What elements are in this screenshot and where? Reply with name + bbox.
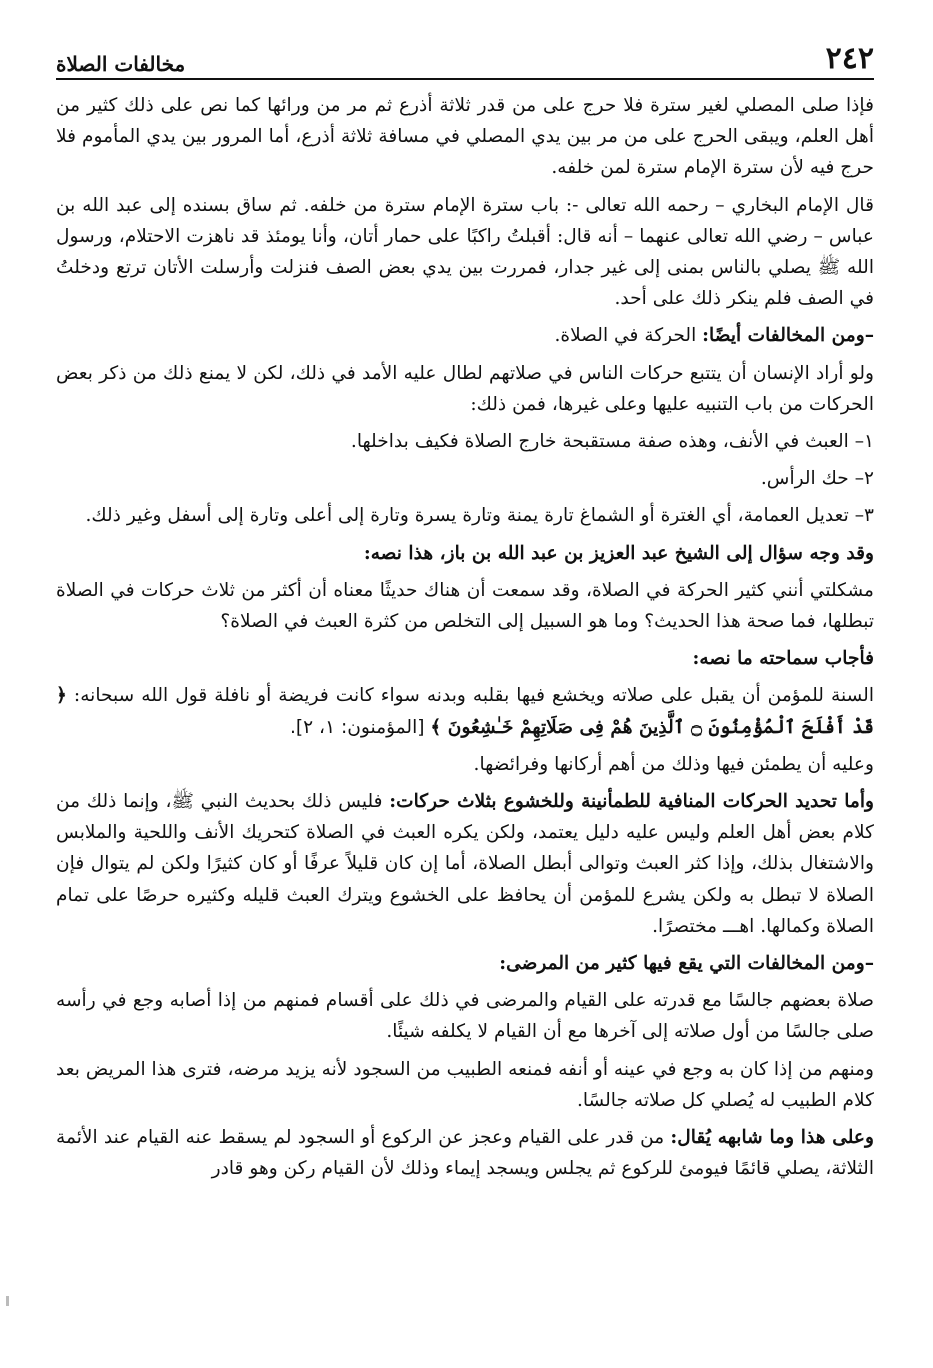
section-heading: وعلى هذا وما شابهه يُقال: [670,1127,874,1149]
section-heading: وقد وجه سؤال إلى الشيخ عبد العزيز بن عبد الله بن باز، هذا نصه: [363,542,874,564]
page-header [56,30,874,80]
paragraph-sitting-prayer [56,985,874,1047]
paragraph-ruling [56,1122,874,1184]
paragraph-text: فليس ذلك بحديث النبي ﷺ، وإنما ذلك من كلام بعض أهل العلم وليس عليه دليل يعتمد، ولكن يكره العبث في الصلاة كتحريك الأنف واللحية والملابس والاشتغال بذلك، وإذا كثر العبث وتوالى أبطل الصلاة، أما إن كان قليلاً عرفًا أو كان كثيرًا ولكن لم يتوال فإن الصلاة لا تبطل به ولكن يشرع للمؤمن أن يحافظ على الخشوع ويترك العبث قليله وكثيره حرصًا على تمام الصلاة وكمالها. اهـــ مختصرًا. [56,791,874,937]
paragraph-text: ولو أراد الإنسان أن يتتبع حركات الناس في صلاتهم لطال عليه الأمد في ذلك، لكن لا يمنع ذلك من ذكر بعض الحركات من باب التنبيه عليها وعلى غيرها، فمن ذلك: [56,362,874,415]
paragraph-text: مشكلتي أنني كثير الحركة في الصلاة، وقد سمعت أن هناك حديثًا معناه أن أكثر من ثلاث حركات في الصلاة تبطلها، فما صحة هذا الحديث؟ وما هو السبيل إلى التخلص من كثرة العبث في الصلاة؟ [56,579,874,633]
paragraph-tracking-movements [56,358,874,420]
paragraph-passing-behind-sutra [56,90,874,184]
list-item-text: ٢– حك الرأس. [760,468,874,490]
paragraph-text: السنة للمؤمن أن يقبل على صلاته ويخشع فيها بقلبه وبدنه سواء كانت فريضة أو نافلة قول الله سبحانه: [66,685,874,707]
section-movement-in-prayer [56,320,874,351]
paragraph-tranquility [56,749,874,780]
section-heading: –ومن المخالفات أيضًا: [702,325,874,347]
section-sick-people [56,948,874,979]
paragraph-text: ومنهم من إذا كان به وجع في عينه أو أنفه فمنعه الطبيب من السجود لأنه يزيد مرضه، فترى هذا المريض بعد كلام الطبيب له يُصلي كل صلاته جالسًا. [56,1058,874,1111]
book-page [56,30,874,1350]
margin-mark [6,1296,9,1306]
question-heading [56,538,874,569]
paragraph-three-movements [56,786,874,942]
paragraph-text: الحركة في الصلاة. [554,325,703,347]
answer-heading [56,643,874,674]
running-title: مخالفات الصلاة [56,52,186,76]
list-item-nose [56,426,874,457]
paragraph-text: وعليه أن يطمئن فيها وذلك من أهم أركانها وفرائضها. [473,753,874,775]
page-body [56,90,874,1185]
answer-quran-paragraph [56,680,874,742]
quran-reference: [المؤمنون: ١، ٢]. [289,716,431,738]
paragraph-eye-pain [56,1054,874,1116]
section-heading: –ومن المخالفات التي يقع فيها كثير من المرضى: [499,953,874,975]
list-item-head [56,463,874,494]
paragraph-bukhari-hadith [56,190,874,315]
question-text [56,575,874,637]
paragraph-text: صلاة بعضهم جالسًا مع قدرته على القيام والمرضى في ذلك على أقسام فمنهم من إذا أصابه وجع في رأسه صلى جالسًا من أول صلاته إلى آخرها مع أن القيام لا يكلفه شيئًا. [56,990,874,1043]
list-item-text: ١– العبث في الأنف، وهذه صفة مستقبحة خارج الصلاة فكيف بداخلها. [350,431,874,453]
list-item-turban [56,500,874,531]
section-heading: وأما تحديد الحركات المنافية للطمأنينة وللخشوع بثلاث حركات: [389,791,874,813]
paragraph-text: من قدر على القيام وعجز عن الركوع أو السجود لم يسقط عنه القيام عند الأئمة الثلاثة، يصلي قائمًا فيومئ للركوع ثم يجلس ويسجد إيماء وذلك لأن القيام ركن وهو قادر [56,1127,874,1180]
section-heading: فأجاب سماحته ما نصه: [692,648,874,670]
paragraph-text: قال الإمام البخاري – رحمه الله تعالى -: باب سترة الإمام سترة من خلفه. ثم ساق بسنده إلى عبد الله بن عباس – رضي الله تعالى عنهما – أنه قال: أقبلتُ راكبًا على حمار أتان، وأنا يومئذ قد ناهزت الاحتلام، ورسول الله ﷺ يصلي بالناس بمنى إلى غير جدار، فمررت بين يدي بعض الصف فنزلت وأرسلت الأتان ترتع ودخلتُ في الصف فلم ينكر ذلك على أحد. [56,194,874,310]
paragraph-text: فإذا صلى المصلي لغير سترة فلا حرج على من قدر ثلاثة أذرع ثم مر من ورائها كما نص على ذلك كثير من أهل العلم، ويبقى الحرج على من مر بين يدي المصلي في مسافة ثلاثة أذرع، أما المرور بين يدي المأموم فلا حرج فيه لأن سترة الإمام سترة لمن خلفه. [56,95,874,179]
list-item-text: ٣– تعديل العمامة، أي الغترة أو الشماغ تارة يمنة وتارة يسرة وتارة إلى أعلى وتارة إلى أسفل وغير ذلك. [85,505,874,527]
page-number: ٢٤٢ [825,41,874,76]
quran-verse: ﴿ قَدْ أَفْلَحَ ٱلْمُؤْمِنُونَ ۝ ٱلَّذِينَ هُمْ فِى صَلَاتِهِمْ خَـٰشِعُونَ ﴾ [56,685,874,738]
